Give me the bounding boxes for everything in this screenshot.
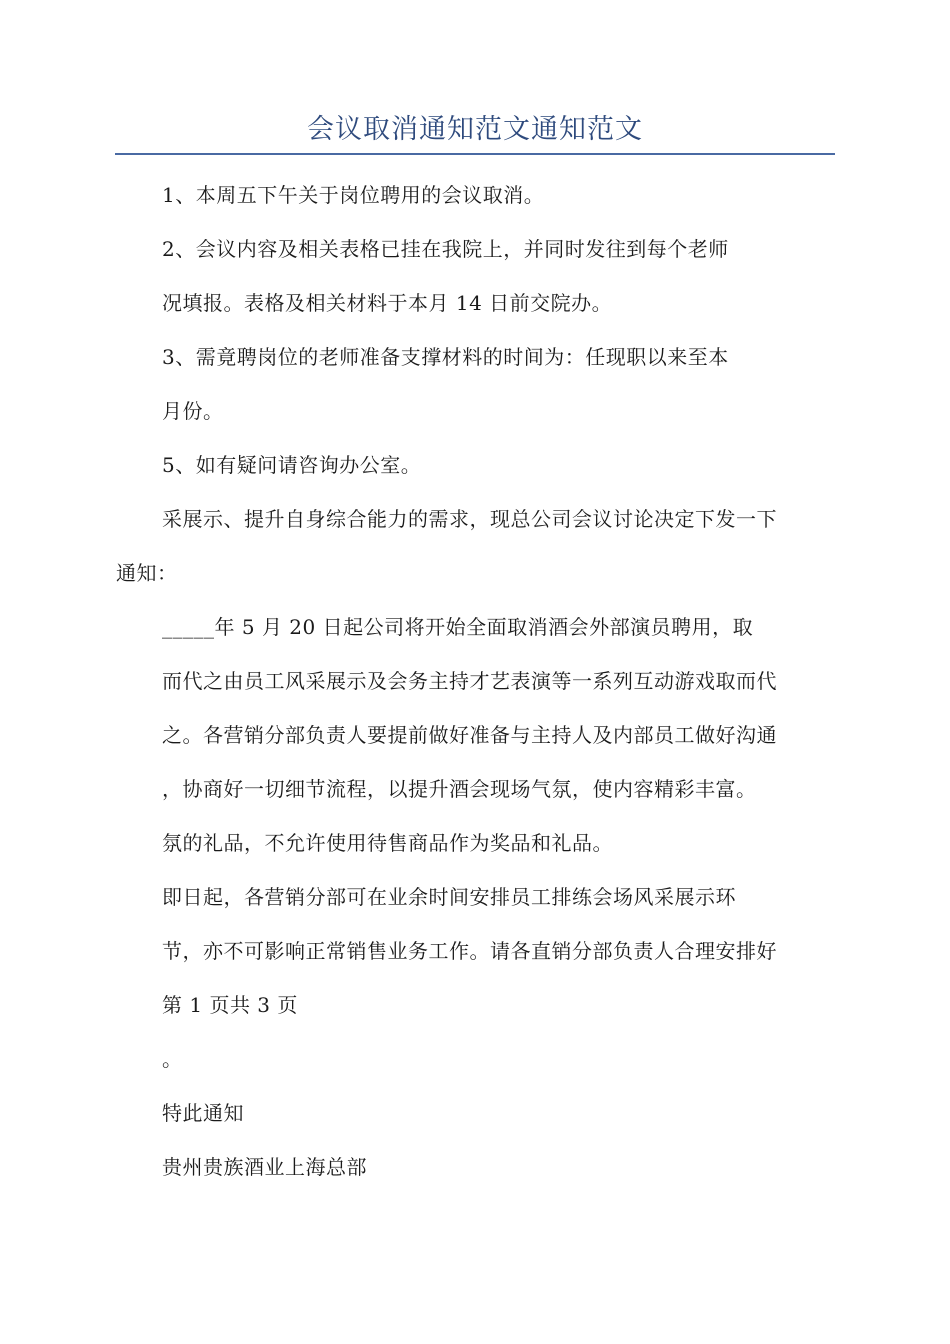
body-line: 而代之由员工风采展示及会务主持才艺表演等一系列互动游戏取而代 — [162, 669, 777, 693]
body-line: ，协商好一切细节流程，以提升酒会现场气氛，使内容精彩丰富。 — [162, 777, 757, 801]
closing-line: 特此通知 — [162, 1101, 244, 1125]
body-line: 月份。 — [162, 399, 224, 423]
body-line: 2、会议内容及相关表格已挂在我院上，并同时发往到每个老师 — [162, 237, 729, 261]
body-line: 即日起，各营销分部可在业余时间安排员工排练会场风采展示环 — [162, 885, 736, 909]
title-underline — [115, 153, 835, 155]
body-line: 1、本周五下午关于岗位聘用的会议取消。 — [162, 183, 545, 207]
body-line: 采展示、提升自身综合能力的需求，现总公司会议讨论决定下发一下 — [162, 507, 777, 531]
signature-line: 贵州贵族酒业上海总部 — [162, 1155, 367, 1179]
body-line: 节，亦不可影响正常销售业务工作。请各直销分部负责人合理安排好 — [162, 939, 777, 963]
document-title: 会议取消通知范文通知范文 — [307, 114, 643, 145]
body-line: 氛的礼品，不允许使用待售商品作为奖品和礼品。 — [162, 831, 613, 855]
body-line: 况填报。表格及相关材料于本月 14 日前交院办。 — [162, 291, 613, 315]
body-line: 之。各营销分部负责人要提前做好准备与主持人及内部员工做好沟通 — [162, 723, 777, 747]
body-line: 5、如有疑问请咨询办公室。 — [162, 453, 422, 477]
body-line: _____年 5 月 20 日起公司将开始全面取消酒会外部演员聘用，取 — [162, 615, 754, 639]
body-line: 通知： — [116, 561, 178, 585]
page-number: 第 1 页共 3 页 — [162, 993, 298, 1017]
body-line: 3、需竟聘岗位的老师准备支撑材料的时间为：任现职以来至本 — [162, 345, 729, 369]
body-line: 。 — [162, 1047, 183, 1071]
